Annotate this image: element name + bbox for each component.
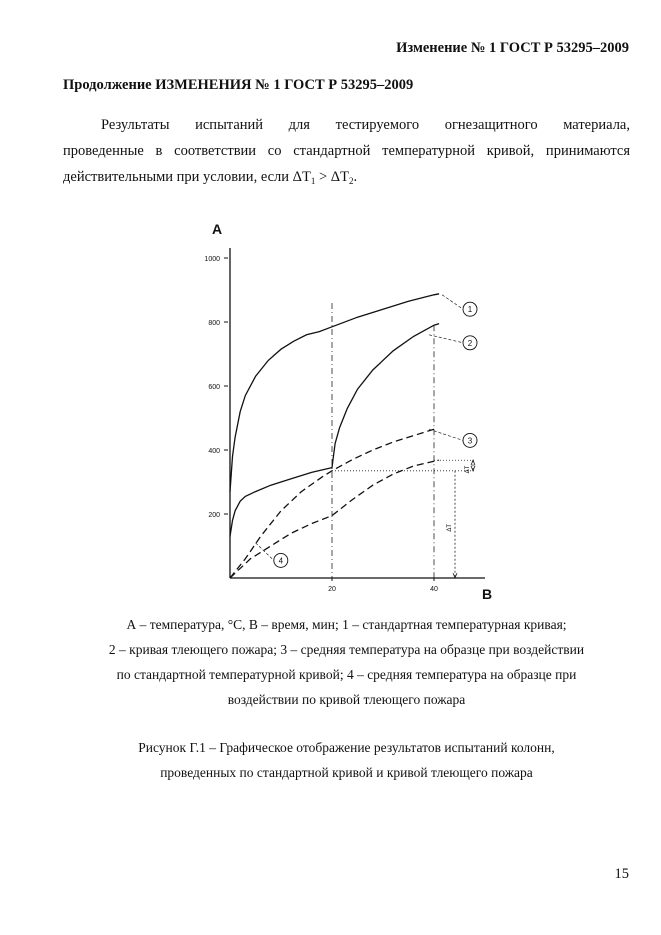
series-line-4 — [230, 460, 439, 578]
caption-line-1: А – температура, °С, В – время, мин; 1 – стандартная температурная кривая; — [126, 617, 567, 632]
figure-caption-line-2: проведенных по стандартной кривой и кривой тлеющего пожара — [160, 765, 533, 780]
continuation-heading: Продолжение ИЗМЕНЕНИЯ № 1 ГОСТ Р 53295–2009 — [63, 77, 414, 93]
body-paragraph — [63, 112, 630, 190]
x-tick-label-0: 20 — [328, 586, 336, 593]
x-axis-title: B — [482, 586, 493, 602]
chart-axes — [204, 248, 485, 593]
series-marker-label-3: 3 — [467, 436, 473, 446]
paragraph-line-3 — [63, 164, 630, 190]
series-line-1 — [230, 294, 439, 492]
chart-labels — [212, 221, 492, 602]
y-axis-title: A — [212, 221, 223, 237]
figure-caption-line-1: Рисунок Г.1 – Графическое отображение результатов испытаний колонн, — [138, 740, 555, 755]
y-tick-label-2: 600 — [208, 384, 220, 391]
series-marker-label-2: 2 — [467, 338, 473, 348]
y-tick-label-0: 200 — [208, 512, 220, 519]
series-leader-1 — [442, 295, 463, 309]
delta-subscript-1: 1 — [310, 176, 316, 186]
condition-text-a: действительными при условии, если ΔT — [63, 169, 311, 185]
paragraph-line-1: Результаты испытаний для тестируемого огнезащитного материала, — [101, 117, 630, 133]
temperature-time-chart — [190, 218, 510, 603]
delta-t1-label: ΔT — [447, 523, 453, 532]
figure-caption — [63, 735, 630, 785]
series-leader-4 — [256, 543, 274, 561]
caption-line-2: 2 – кривая тлеющего пожара; 3 – средняя температура на образце при воздействии — [108, 642, 585, 657]
condition-text-b: > ΔT — [315, 169, 349, 185]
delta-t2-label: ΔT — [465, 465, 471, 474]
paragraph-line-2: проведенные в соответствии со стандартной температурной кривой, принимаются — [63, 143, 630, 159]
series-line-2 — [230, 324, 439, 537]
page-number: 15 — [614, 866, 629, 882]
page-header: Изменение № 1 ГОСТ Р 53295–2009 — [396, 40, 629, 56]
chart-legend-caption — [63, 612, 630, 712]
y-tick-label-1: 400 — [208, 448, 220, 455]
y-tick-label-3: 800 — [208, 320, 220, 327]
series-marker-label-4: 4 — [278, 556, 284, 566]
x-tick-label-1: 40 — [430, 586, 438, 593]
condition-text-end: . — [353, 169, 358, 185]
caption-line-3: по стандартной температурной кривой; 4 – средняя температура на образце при — [116, 667, 577, 682]
chart-series — [230, 294, 439, 578]
delta-subscript-2: 2 — [348, 176, 354, 186]
series-marker-label-1: 1 — [467, 305, 473, 315]
caption-line-4: воздействии по кривой тлеющего пожара — [227, 692, 466, 707]
y-tick-label-4: 1000 — [204, 256, 220, 263]
